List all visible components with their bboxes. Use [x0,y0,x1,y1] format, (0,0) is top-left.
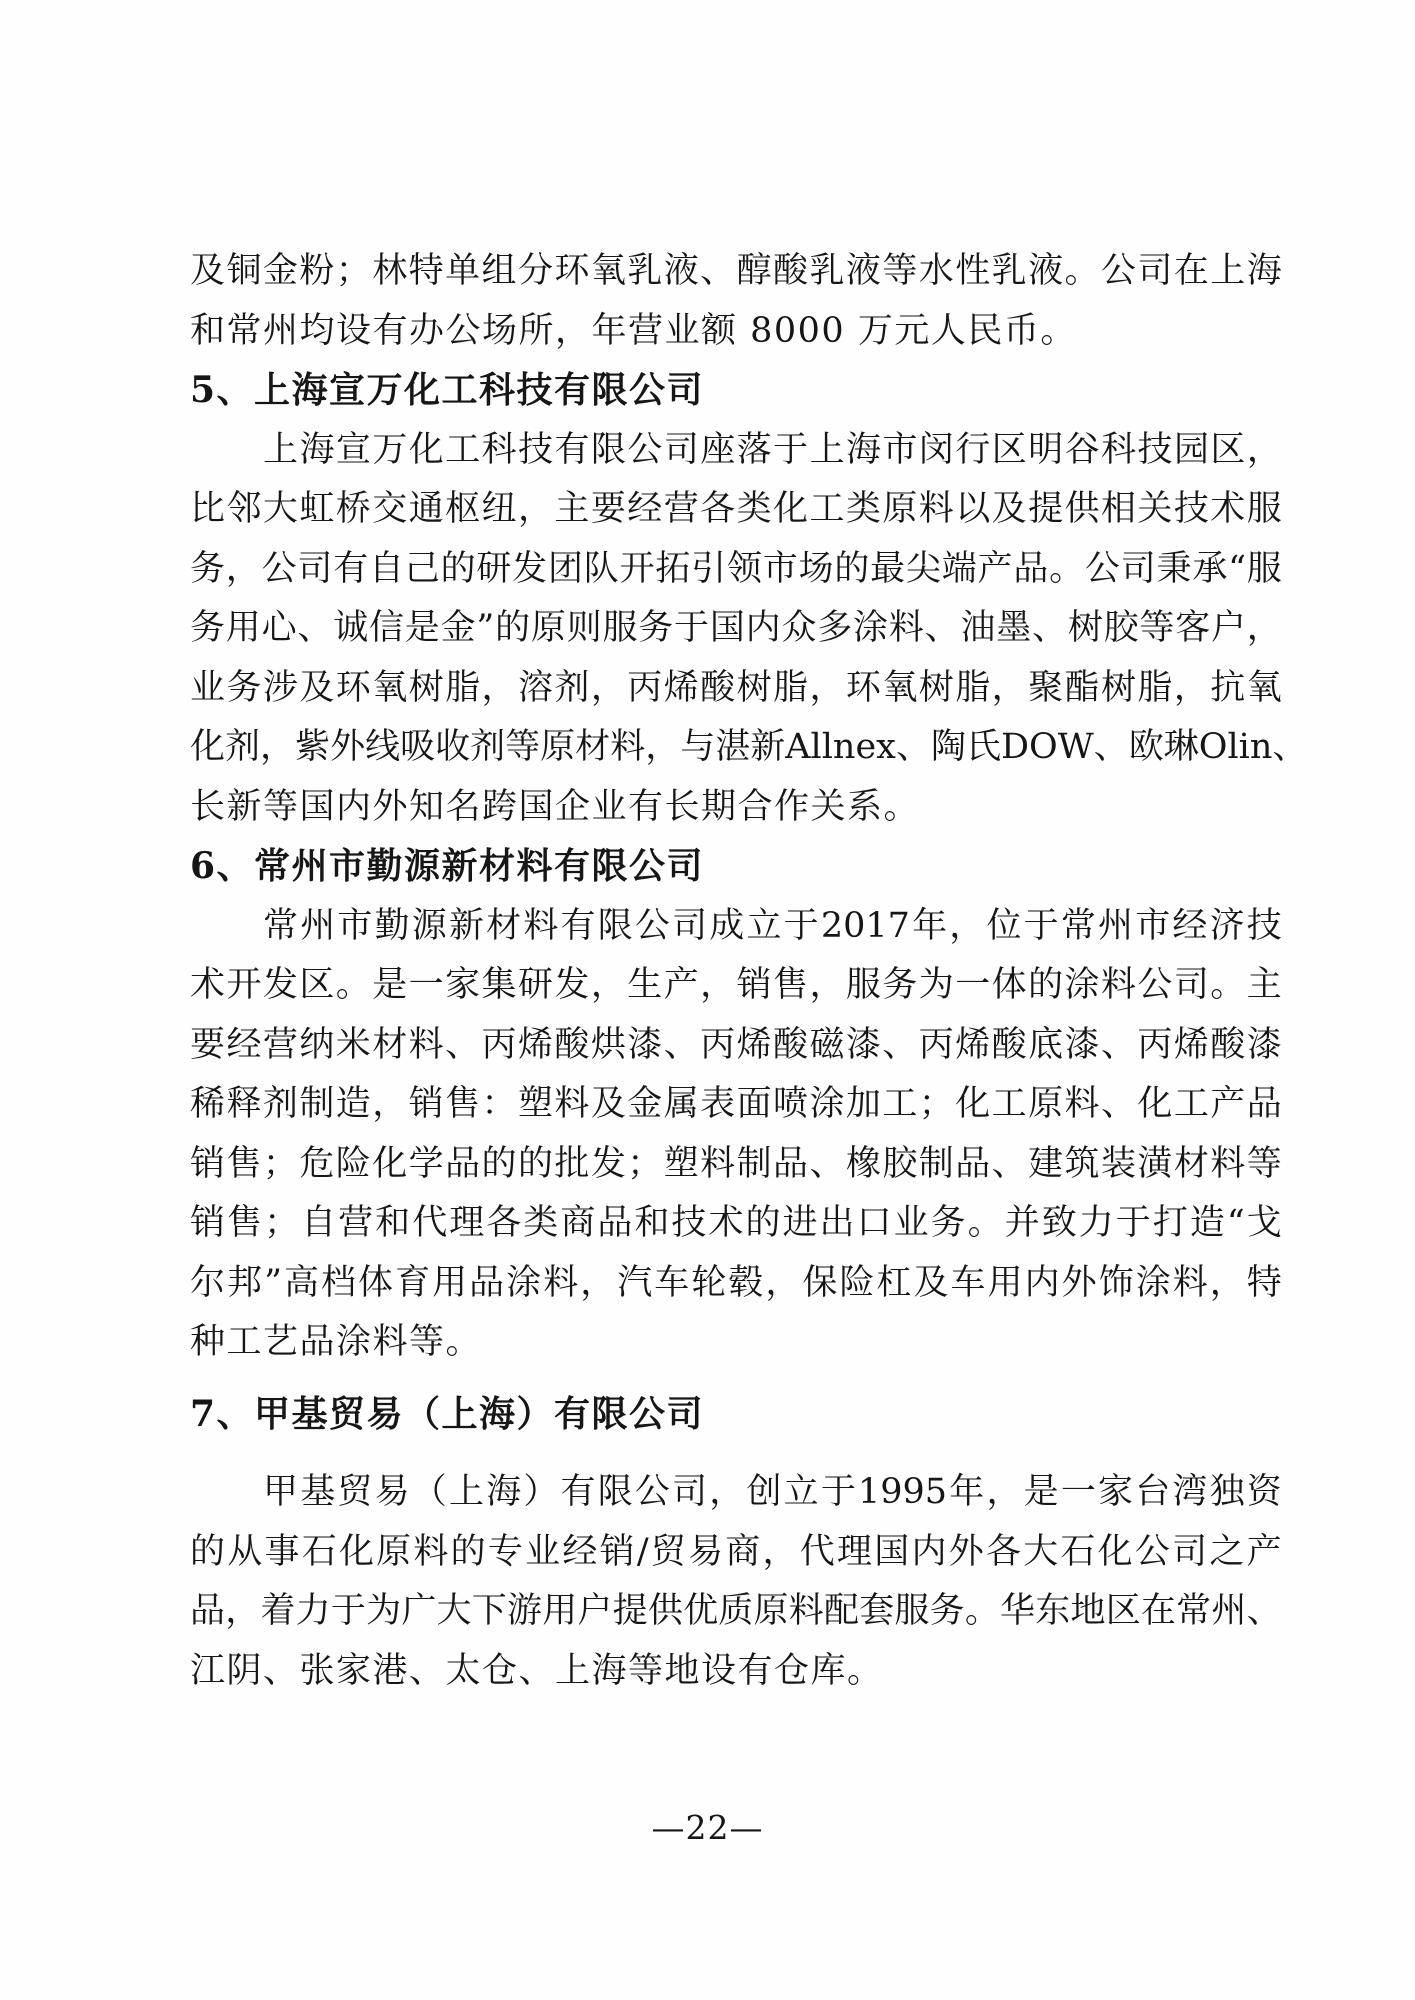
text-line: 销 售 ； 自 营 和 代 理 各 类 商 品 和 技 术 的 进 出 口 业 务 。 并 致 力 于 打 造 “ 戈 [190,1203,1282,1243]
text-line: 上 海 宣 万 化 工 科 技 有 限 公 司 座 落 于 上 海 市 闵 行 区 明 谷 科 技 园 区 ， [263,429,1282,470]
text-line: 甲 基 贸 易 （ 上 海 ） 有 限 公 司 ， 创 立 于 1995 年 ， 是 一 家 台 湾 独 资 [263,1472,1282,1512]
text-line: 品 ， 着 力 于 为 广 大 下 游 用 户 提 供 优 质 原 料 配 套 服 务 。 华 东 地 区 在 常 州 、 [190,1591,1282,1631]
page-number: —22— [651,1808,764,1847]
section-heading: 7、甲基贸易（上海）有限公司 [190,1392,705,1435]
section-heading: 6、常州市勤源新材料有限公司 [190,845,705,887]
text-line: 种工艺品涂料等。 [190,1322,483,1362]
section-heading: 5、上海宣万化工科技有限公司 [190,369,705,411]
text-line: 稀 释 剂 制 造 ， 销 售 ： 塑 料 及 金 属 表 面 喷 涂 加 工 ； 化 工 原 料 、 化 工 产 品 [190,1084,1282,1124]
text-line: 比 邻 大 虹 桥 交 通 枢 纽 ， 主 要 经 营 各 类 化 工 类 原 料 以 及 提 供 相 关 技 术 服 [190,489,1282,529]
text-line: 及 铜 金 粉 ； 林 特 单 组 分 环 氧 乳 液 、 醇 酸 乳 液 等 水 性 乳 液 。 公 司 在 上 海 [190,251,1282,291]
text-line: 长新等国内外知名跨国企业有长期合作关系。 [190,786,921,827]
text-line: 江阴、张家港、太仓、上海等地设有仓库。 [190,1650,884,1691]
text-line: 务 ， 公 司 有 自 己 的 研 发 团 队 开 拓 引 领 市 场 的 最 尖 端 产 品 。 公 司 秉 承 “ 服 [190,548,1282,589]
document-body [190,242,1308,1701]
text-line: 尔 邦 ” 高 档 体 育 用 品 涂 料 ， 汽 车 轮 毂 ， 保 险 杠 及 车 用 内 外 饰 涂 料 ， 特 [190,1262,1282,1303]
text-line: 的 从 事 石 化 原 料 的 专 业 经 销 / 贸 易 商 ， 代 理 国 内 外 各 大 石 化 公 司 之 产 [190,1531,1282,1572]
text-line: 要 经 营 纳 米 材 料 、 丙 烯 酸 烘 漆 、 丙 烯 酸 磁 漆 、 丙 烯 酸 底 漆 、 丙 烯 酸 漆 [190,1024,1282,1065]
text-line: 化 剂 ， 紫 外 线 吸 收 剂 等 原 材 料 ， 与 湛 新 Allnex 、 陶 氏 DOW 、 欧 琳 Olin 、 [190,727,1308,767]
text-line: 常 州 市 勤 源 新 材 料 有 限 公 司 成 立 于 2017 年 ， 位 于 常 州 市 经 济 技 [263,905,1282,946]
text-line: 和常州均设有办公场所，年营业额 8000 万元人民币。 [190,310,1077,351]
text-line: 术 开 发 区 。 是 一 家 集 研 发 ， 生 产 ， 销 售 ， 服 务 为 一 体 的 涂 料 公 司 。 主 [190,965,1282,1005]
text-line: 销 售 ； 危 险 化 学 品 的 的 批 发 ； 塑 料 制 品 、 橡 胶 制 品 、 建 筑 装 潢 材 料 等 [190,1143,1282,1184]
text-line: 业 务 涉 及 环 氧 树 脂 ， 溶 剂 ， 丙 烯 酸 树 脂 ， 环 氧 树 脂 ， 聚 酯 树 脂 ， 抗 氧 [190,667,1282,708]
text-line: 务 用 心 、 诚 信 是 金 ” 的 原 则 服 务 于 国 内 众 多 涂 料 、 油 墨 、 树 胶 等 客 户 ， [190,608,1282,648]
